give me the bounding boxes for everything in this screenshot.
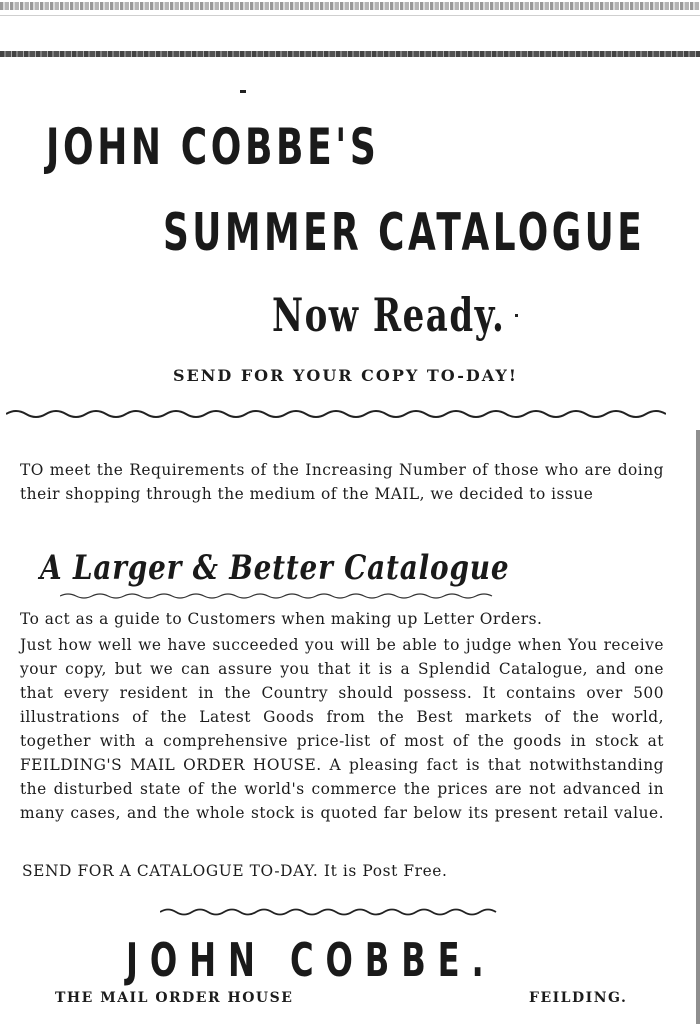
heading-larger-better-catalogue: A Larger & Better Catalogue [40,548,510,588]
send-catalogue-line: SEND FOR A CATALOGUE TO-DAY. It is Post Free. [22,862,448,880]
footer-feilding: FEILDING. [529,990,628,1006]
print-speck [515,314,518,317]
wavy-divider-upper [6,404,666,420]
headline-now-ready: Now Ready. [272,288,506,342]
send-copy-line: SEND FOR YOUR COPY TO-DAY! [173,366,518,385]
top-border-rule [0,2,700,10]
intro-paragraph: TO meet the Requirements of the Increasing Number of those who are doing their shopping through the medium of the MAIL, we decided to issue [20,461,664,503]
right-column-edge [696,430,700,1024]
top-thin-rule [0,15,700,16]
print-speck [240,90,246,93]
signature-john-cobbe: JOHN COBBE. [126,933,496,987]
heavy-border-rule [0,51,700,57]
wavy-divider-lower [160,906,500,918]
headline-summer-catalogue: SUMMER CATALOGUE [163,203,646,263]
heading-underline-wave [60,591,500,601]
main-paragraph: Just how well we have succeeded you will be able to judge when You receive your copy, but we can assure you that it is a Splendid Catalogue, and one that every resident in the Country should possess. It contains over 500 illustrations of the Latest Goods from the Best markets of the world, together with a comprehensive price-list of most of the goods in stock at FEILDING'S MAIL ORDER HOUSE. A pleasing fact is that notwithstanding the disturbed state of the world's commerce the prices are not advanced in many cases, and the whole stock is quoted far below its present retail value. [20,636,664,822]
footer-mail-order-house: THE MAIL ORDER HOUSE [55,990,294,1006]
headline-john-cobbes: JOHN COBBE'S [46,118,380,176]
guide-line: To act as a guide to Customers when making up Letter Orders. [20,610,543,628]
